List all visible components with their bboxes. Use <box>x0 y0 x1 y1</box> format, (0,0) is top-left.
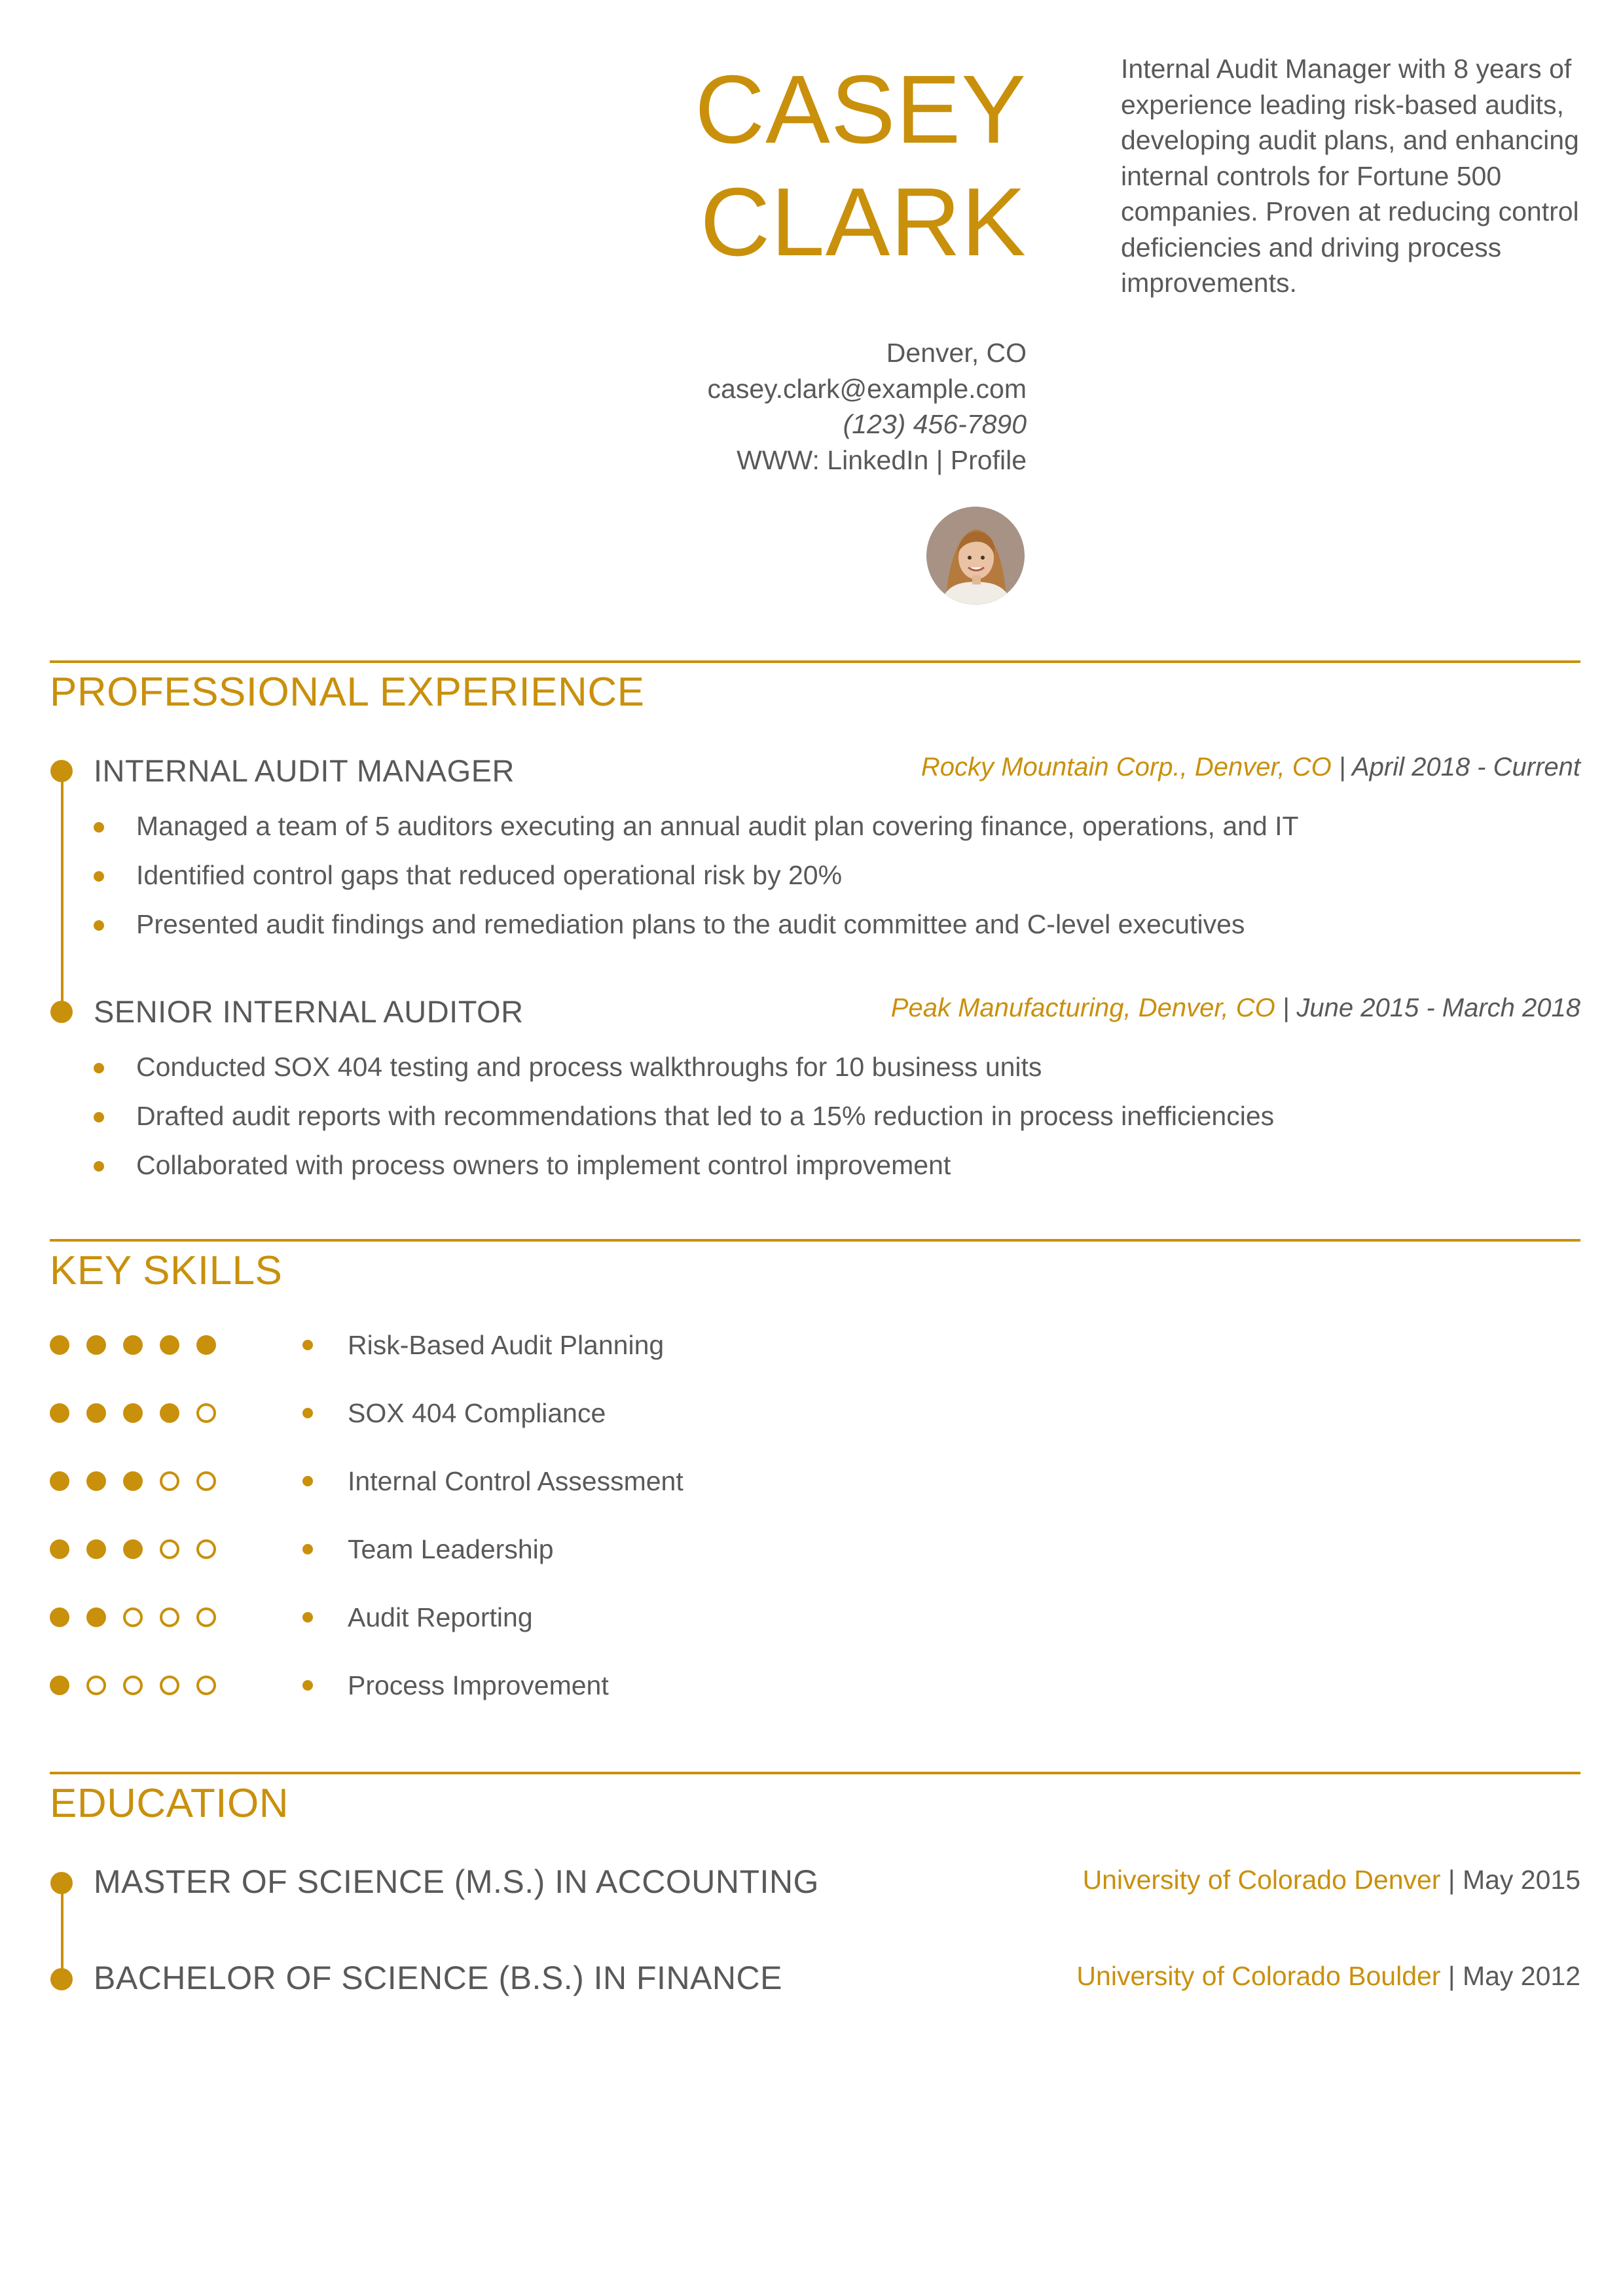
meta-separator: | <box>1448 1961 1455 1991</box>
job-title: SENIOR INTERNAL AUDITOR <box>94 994 524 1029</box>
skill-item <box>302 1598 533 1637</box>
skill-rating <box>50 1335 233 1355</box>
bullet-text: Collaborated with process owners to implement control improvement <box>136 1150 951 1180</box>
list-item <box>94 1092 1274 1141</box>
profile-link[interactable]: Profile <box>950 444 1027 475</box>
bullet-icon <box>302 1544 313 1554</box>
skill-rating <box>50 1607 233 1627</box>
school-name: University of Colorado Boulder <box>1076 1961 1441 1991</box>
experience-timeline <box>61 771 64 1012</box>
skill-item <box>302 1530 554 1569</box>
skill-rating <box>50 1403 233 1423</box>
portrait-photo-icon <box>926 507 1025 605</box>
rating-dot-empty-icon <box>123 1607 143 1627</box>
skill-item <box>302 1325 664 1365</box>
education-section-title: EDUCATION <box>50 1781 289 1826</box>
bullet-icon <box>302 1476 313 1486</box>
contact-info <box>708 335 1027 478</box>
rating-dot-filled-icon <box>123 1335 143 1355</box>
rating-dot-empty-icon <box>160 1607 179 1627</box>
skill-name: Team Leadership <box>348 1534 554 1564</box>
rating-dot-filled-icon <box>160 1335 179 1355</box>
rating-dot-empty-icon <box>160 1539 179 1559</box>
rating-dot-filled-icon <box>196 1335 216 1355</box>
first-name: CASEY <box>695 56 1027 164</box>
bullet-text: Identified control gaps that reduced operational risk by 20% <box>136 860 843 890</box>
rating-dot-filled-icon <box>50 1335 69 1355</box>
linkedin-link[interactable]: LinkedIn <box>827 444 929 475</box>
meta-separator: | <box>1448 1865 1455 1895</box>
bullet-icon <box>94 871 104 882</box>
rating-dot-filled-icon <box>50 1676 69 1695</box>
list-item <box>94 1141 1274 1190</box>
timeline-dot <box>50 1872 73 1894</box>
job-dates: June 2015 - March 2018 <box>1296 994 1580 1022</box>
rating-dot-filled-icon <box>86 1539 106 1559</box>
list-item <box>94 802 1299 851</box>
rating-dot-filled-icon <box>50 1403 69 1423</box>
rating-dot-empty-icon <box>196 1403 216 1423</box>
rating-dot-filled-icon <box>86 1403 106 1423</box>
candidate-name <box>695 54 1027 279</box>
section-divider <box>50 1772 1580 1774</box>
timeline-dot <box>50 1001 73 1023</box>
job-bullets <box>94 1043 1274 1190</box>
rating-dot-empty-icon <box>160 1676 179 1695</box>
skill-rating <box>50 1471 233 1491</box>
job-dates: April 2018 - Current <box>1351 753 1580 781</box>
degree-date: May 2012 <box>1462 1961 1580 1991</box>
email-link[interactable]: casey.clark@example.com <box>707 373 1027 404</box>
job-meta <box>891 994 1580 1023</box>
skill-item <box>302 1462 684 1501</box>
bullet-icon <box>302 1340 313 1350</box>
skill-name: Risk-Based Audit Planning <box>348 1330 665 1360</box>
rating-dot-empty-icon <box>86 1676 106 1695</box>
web-separator: | <box>936 444 943 475</box>
job-bullets <box>94 802 1299 949</box>
phone-number: (123) 456-7890 <box>843 409 1027 439</box>
bullet-text: Conducted SOX 404 testing and process walkthroughs for 10 business units <box>136 1052 1042 1082</box>
rating-dot-filled-icon <box>86 1335 106 1355</box>
degree-title: MASTER OF SCIENCE (M.S.) IN ACCOUNTING <box>94 1863 819 1900</box>
timeline-dot <box>50 760 73 782</box>
section-divider <box>50 1239 1580 1242</box>
rating-dot-filled-icon <box>86 1471 106 1491</box>
skill-name: Internal Control Assessment <box>348 1466 684 1496</box>
degree-title: BACHELOR OF SCIENCE (B.S.) IN FINANCE <box>94 1960 782 1996</box>
skill-name: Process Improvement <box>348 1670 609 1700</box>
skill-name: Audit Reporting <box>348 1602 533 1632</box>
skill-item <box>302 1666 609 1705</box>
bullet-text: Managed a team of 5 auditors executing an annual audit plan covering finance, operations, and IT <box>136 811 1299 841</box>
skill-rating <box>50 1539 233 1559</box>
bullet-icon <box>94 920 104 931</box>
web-links <box>708 442 1027 478</box>
profile-summary: Internal Audit Manager with 8 years of experience leading risk-based audits, developing audit plans, and enhancing internal controls for Fortune 500 companies. Proven at reducing control deficiencies and driving process improvements. <box>1121 54 1579 298</box>
bullet-text: Drafted audit reports with recommendations that led to a 15% reduction in process inefficiencies <box>136 1101 1275 1131</box>
web-prefix: WWW: <box>737 444 820 475</box>
bullet-icon <box>94 1161 104 1172</box>
rating-dot-empty-icon <box>160 1471 179 1491</box>
job-title: INTERNAL AUDIT MANAGER <box>94 753 515 788</box>
meta-separator: | <box>1338 753 1346 781</box>
rating-dot-filled-icon <box>123 1539 143 1559</box>
bullet-icon <box>94 1063 104 1073</box>
section-divider <box>50 660 1580 663</box>
location: Denver, CO <box>886 338 1027 368</box>
meta-separator: | <box>1282 994 1290 1022</box>
rating-dot-filled-icon <box>123 1403 143 1423</box>
degree-meta <box>1076 1961 1580 1992</box>
skills-section-title: KEY SKILLS <box>50 1248 283 1293</box>
list-item <box>94 1043 1274 1092</box>
rating-dot-filled-icon <box>123 1471 143 1491</box>
education-timeline <box>61 1883 64 1981</box>
rating-dot-empty-icon <box>196 1471 216 1491</box>
list-item <box>94 851 1299 900</box>
list-item <box>94 900 1299 949</box>
degree-date: May 2015 <box>1462 1865 1580 1895</box>
rating-dot-empty-icon <box>123 1676 143 1695</box>
rating-dot-empty-icon <box>196 1676 216 1695</box>
skill-rating <box>50 1676 233 1695</box>
company-name: Peak Manufacturing, Denver, CO <box>890 994 1275 1022</box>
school-name: University of Colorado Denver <box>1082 1865 1441 1895</box>
bullet-icon <box>302 1408 313 1418</box>
bullet-icon <box>94 1112 104 1122</box>
last-name: CLARK <box>700 168 1027 276</box>
company-name: Rocky Mountain Corp., Denver, CO <box>921 753 1332 781</box>
rating-dot-filled-icon <box>160 1403 179 1423</box>
bullet-text: Presented audit findings and remediation plans to the audit committee and C-level executives <box>136 909 1245 939</box>
rating-dot-filled-icon <box>50 1471 69 1491</box>
rating-dot-empty-icon <box>196 1607 216 1627</box>
rating-dot-empty-icon <box>196 1539 216 1559</box>
bullet-icon <box>94 822 104 833</box>
avatar <box>926 507 1025 605</box>
bullet-icon <box>302 1680 313 1691</box>
rating-dot-filled-icon <box>50 1539 69 1559</box>
bullet-icon <box>302 1612 313 1623</box>
timeline-dot <box>50 1968 73 1990</box>
experience-section-title: PROFESSIONAL EXPERIENCE <box>50 670 645 715</box>
degree-meta <box>1083 1865 1580 1895</box>
rating-dot-filled-icon <box>50 1607 69 1627</box>
job-meta <box>921 753 1580 782</box>
skill-name: SOX 404 Compliance <box>348 1398 606 1428</box>
rating-dot-filled-icon <box>86 1607 106 1627</box>
skill-item <box>302 1393 606 1433</box>
